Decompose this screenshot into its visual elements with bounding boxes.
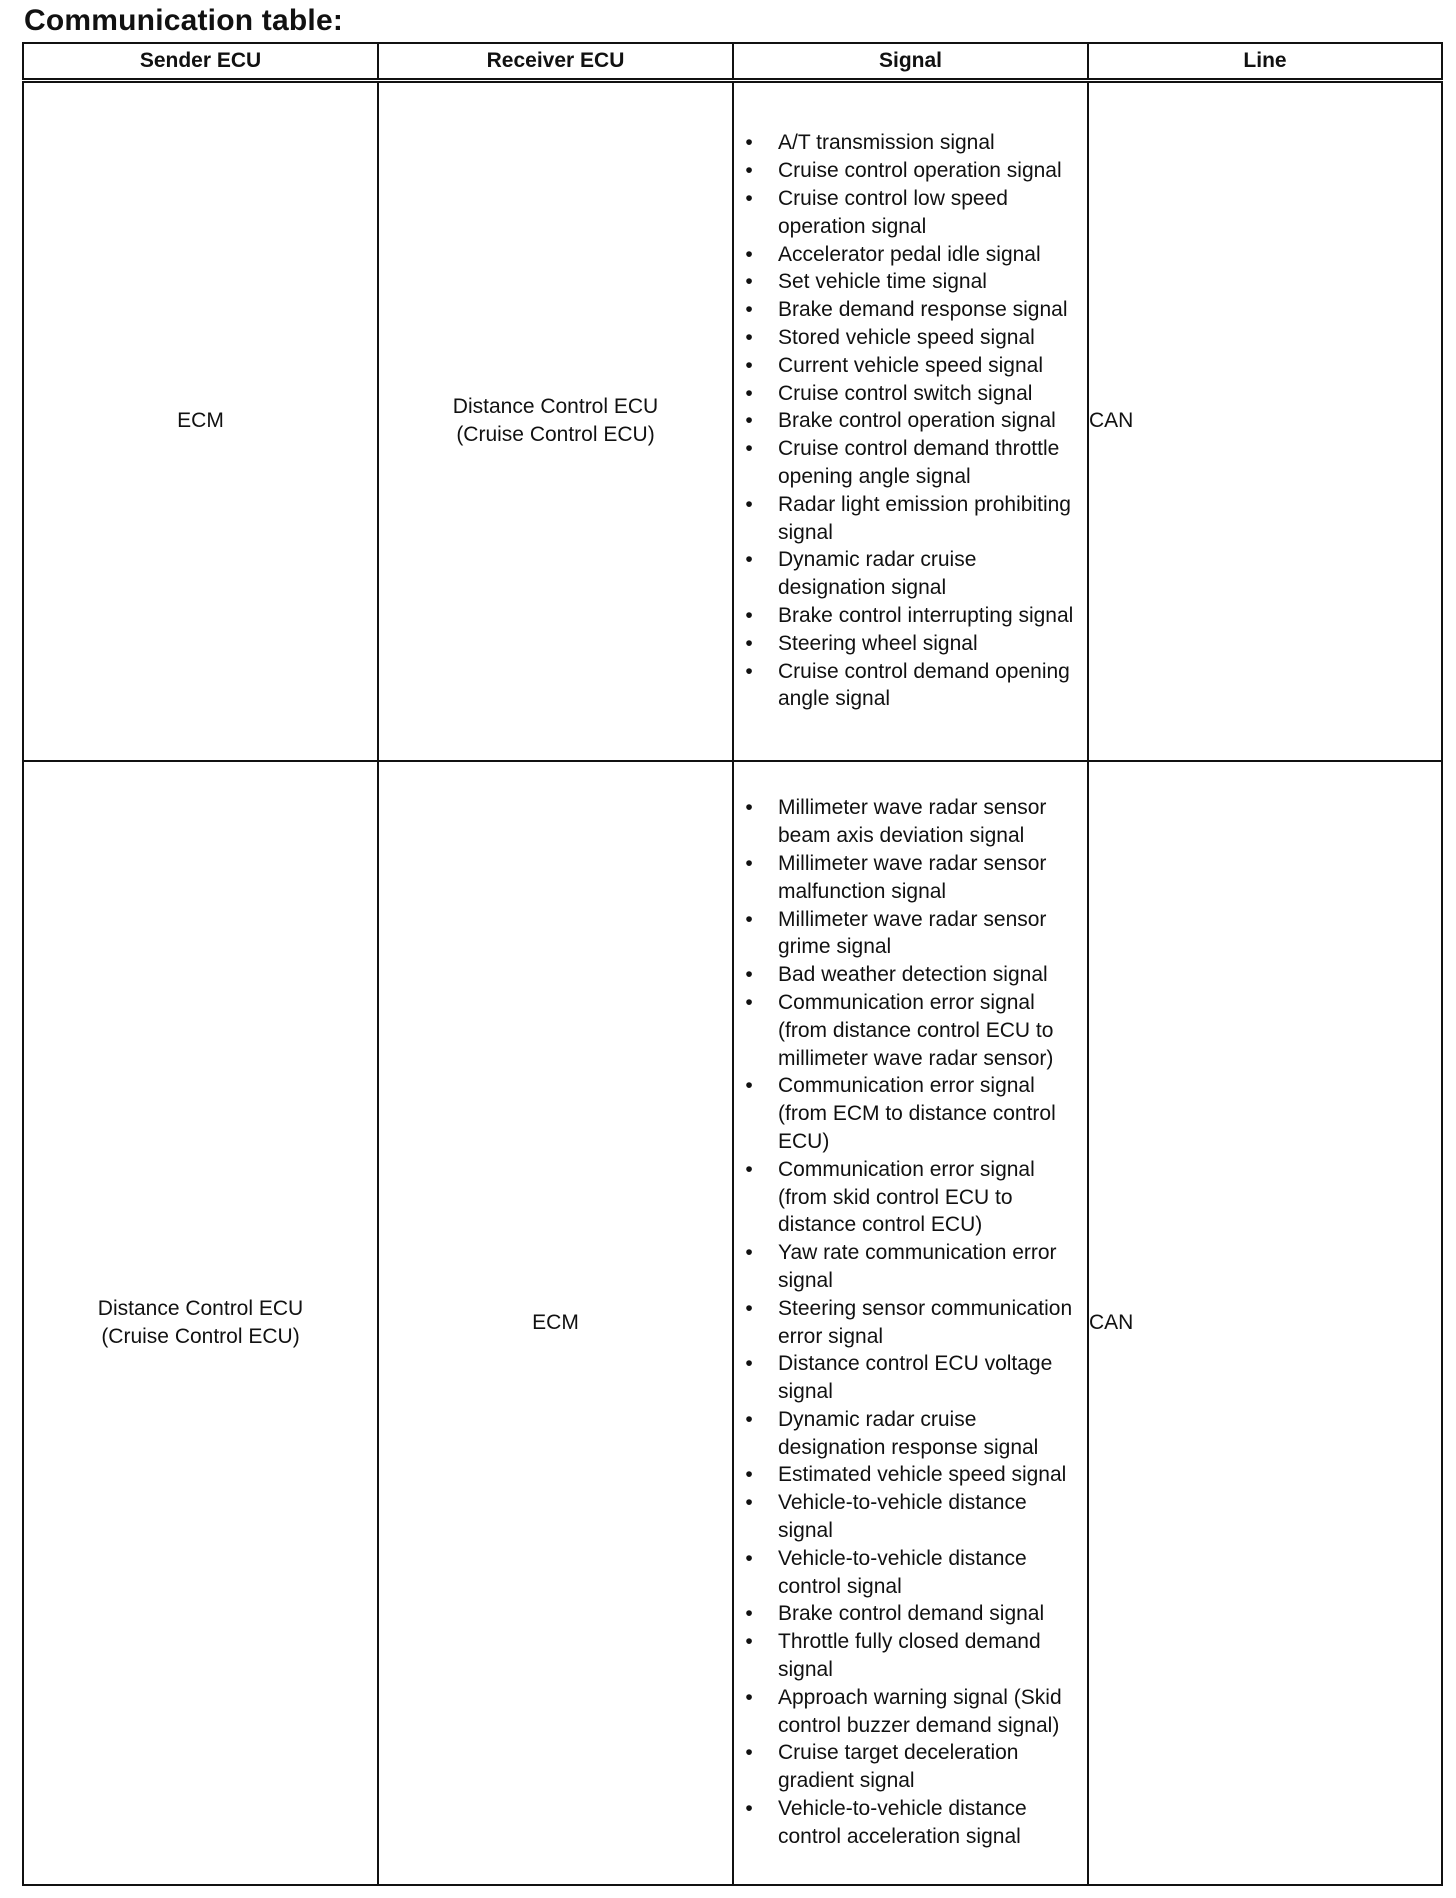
- signal-item: [734, 961, 1087, 989]
- receiver-name: Distance Control ECU: [452, 395, 659, 419]
- signal-item: [734, 1461, 1087, 1489]
- signal-item: [734, 1295, 1087, 1351]
- header-sender-ecu: Sender ECU: [23, 43, 378, 81]
- line-cell: CAN: [1088, 761, 1442, 1885]
- sender-name: Distance Control ECU: [97, 1296, 304, 1320]
- bullet-icon: •: [745, 1797, 753, 1821]
- signal-item: [734, 1739, 1087, 1795]
- bullet-icon: •: [745, 851, 753, 875]
- signal-item: [734, 1350, 1087, 1406]
- bullet-icon: •: [745, 298, 753, 322]
- signal-text: Stored vehicle speed signal: [778, 325, 1035, 349]
- signal-item: [734, 989, 1087, 1072]
- receiver-cell: [378, 81, 733, 761]
- header-receiver-ecu: Receiver ECU: [378, 43, 733, 81]
- signal-text: Millimeter wave radar sensor grime signal: [778, 907, 1047, 959]
- signal-item: [734, 794, 1087, 850]
- signal-item: [734, 1795, 1087, 1851]
- sender-cell: [23, 761, 378, 1885]
- signal-text: Distance control ECU voltage signal: [778, 1352, 1053, 1404]
- bullet-icon: •: [745, 907, 753, 931]
- signal-item: [734, 1600, 1087, 1628]
- signal-text: Radar light emission prohibiting signal: [778, 492, 1071, 544]
- signal-text: Current vehicle speed signal: [778, 353, 1043, 377]
- signal-text: Brake control operation signal: [778, 409, 1056, 433]
- bullet-icon: •: [745, 1463, 753, 1487]
- bullet-icon: •: [745, 631, 753, 655]
- bullet-icon: •: [745, 353, 753, 377]
- signal-text: Cruise control demand throttle opening angle signal: [778, 437, 1060, 488]
- signal-text: Set vehicle time signal: [778, 270, 987, 294]
- bullet-icon: •: [745, 963, 753, 987]
- bullet-icon: •: [745, 437, 753, 461]
- signal-text: Yaw rate communication error signal: [778, 1241, 1057, 1292]
- bullet-icon: •: [745, 242, 753, 266]
- sender-name-alias: (Cruise Control ECU): [101, 1324, 300, 1348]
- header-signal: Signal: [733, 43, 1088, 81]
- signal-text: Throttle fully closed demand signal: [778, 1630, 1041, 1682]
- signal-item: [734, 352, 1087, 380]
- signal-text: Brake demand response signal: [778, 298, 1068, 322]
- signal-item: [734, 407, 1087, 435]
- signal-text: Communication error signal (from ECM to distance control ECU): [778, 1074, 1056, 1153]
- header-line: Line: [1088, 43, 1442, 81]
- bullet-icon: •: [745, 1491, 753, 1515]
- signal-text: Communication error signal (from distance control ECU to millimeter wave radar sensor): [778, 990, 1054, 1070]
- table-row: [23, 761, 1442, 1885]
- signal-item: [734, 546, 1087, 602]
- signal-text: Vehicle-to-vehicle distance signal: [778, 1491, 1027, 1543]
- signal-text: Brake control demand signal: [778, 1602, 1045, 1626]
- signal-text: Cruise target deceleration gradient signal: [778, 1741, 1019, 1793]
- bullet-icon: •: [745, 1602, 753, 1626]
- signal-text: Dynamic radar cruise designation signal: [778, 548, 977, 600]
- signal-item: [734, 435, 1087, 491]
- signal-text: Millimeter wave radar sensor malfunction signal: [778, 851, 1047, 903]
- bullet-icon: •: [745, 131, 753, 155]
- bullet-icon: •: [745, 548, 753, 572]
- signal-text: Bad weather detection signal: [778, 963, 1048, 987]
- bullet-icon: •: [745, 270, 753, 294]
- bullet-icon: •: [745, 1241, 753, 1265]
- bullet-icon: •: [745, 796, 753, 820]
- line-cell: CAN: [1088, 81, 1442, 761]
- signal-text: Millimeter wave radar sensor beam axis deviation signal: [778, 796, 1047, 848]
- receiver-name-alias: (Cruise Control ECU): [456, 423, 655, 447]
- signal-item: [734, 491, 1087, 547]
- signal-item: [734, 850, 1087, 906]
- signal-item: [734, 380, 1087, 408]
- signal-text: Communication error signal (from skid control ECU to distance control ECU): [778, 1157, 1035, 1237]
- bullet-icon: •: [745, 1296, 753, 1320]
- signal-item: [734, 157, 1087, 185]
- signal-item: [734, 129, 1087, 157]
- bullet-icon: •: [745, 1352, 753, 1376]
- signal-item: [734, 324, 1087, 352]
- signal-item: [734, 906, 1087, 962]
- bullet-icon: •: [745, 990, 753, 1014]
- page-title: Communication table:: [24, 4, 344, 37]
- signal-text: Approach warning signal (Skid control buzzer demand signal): [778, 1685, 1062, 1737]
- signal-text: Cruise control demand opening angle signal: [778, 659, 1070, 711]
- signal-item: [734, 268, 1087, 296]
- bullet-icon: •: [745, 492, 753, 516]
- signal-item: [734, 1545, 1087, 1601]
- bullet-icon: •: [745, 1546, 753, 1570]
- bullet-icon: •: [745, 603, 753, 627]
- table-header-row: [23, 43, 1442, 81]
- signal-text: Steering wheel signal: [778, 631, 978, 655]
- signal-item: [734, 1628, 1087, 1684]
- signal-item: [734, 185, 1087, 241]
- bullet-icon: •: [745, 1074, 753, 1098]
- signal-item: [734, 296, 1087, 324]
- receiver-cell: [378, 761, 733, 1885]
- bullet-icon: •: [745, 1630, 753, 1654]
- signal-text: Vehicle-to-vehicle distance control signal: [778, 1546, 1027, 1598]
- signal-item: [734, 1489, 1087, 1545]
- signal-item: [734, 241, 1087, 269]
- signal-item: [734, 1072, 1087, 1155]
- signal-item: [734, 630, 1087, 658]
- sender-cell: [23, 81, 378, 761]
- bullet-icon: •: [745, 659, 753, 683]
- communication-table: [22, 42, 1443, 1886]
- signal-item: [734, 1156, 1087, 1239]
- bullet-icon: •: [745, 1407, 753, 1431]
- signal-text: Estimated vehicle speed signal: [778, 1463, 1067, 1487]
- signal-item: [734, 602, 1087, 630]
- signal-list: [734, 794, 1087, 1850]
- bullet-icon: •: [745, 381, 753, 405]
- signal-text: Accelerator pedal idle signal: [778, 242, 1041, 266]
- signal-text: Vehicle-to-vehicle distance control acceleration signal: [778, 1797, 1027, 1848]
- bullet-icon: •: [745, 1685, 753, 1709]
- bullet-icon: •: [745, 1741, 753, 1765]
- signal-list: [734, 129, 1087, 713]
- bullet-icon: •: [745, 159, 753, 183]
- signal-cell: [733, 761, 1088, 1885]
- signal-item: [734, 1406, 1087, 1462]
- bullet-icon: •: [745, 325, 753, 349]
- signal-item: [734, 1684, 1087, 1740]
- table-row: [23, 81, 1442, 761]
- signal-text: Cruise control switch signal: [778, 381, 1033, 405]
- signal-text: A/T transmission signal: [778, 131, 995, 155]
- signal-cell: [733, 81, 1088, 761]
- signal-text: Cruise control low speed operation signal: [778, 186, 1008, 238]
- signal-item: [734, 658, 1087, 714]
- signal-text: Steering sensor communication error signal: [778, 1296, 1073, 1348]
- sender-name: ECM: [177, 409, 224, 433]
- signal-text: Dynamic radar cruise designation response signal: [778, 1407, 1039, 1459]
- bullet-icon: •: [745, 409, 753, 433]
- receiver-name: ECM: [532, 1310, 579, 1334]
- signal-text: Brake control interrupting signal: [778, 603, 1074, 627]
- signal-item: [734, 1239, 1087, 1295]
- bullet-icon: •: [745, 1157, 753, 1181]
- signal-text: Cruise control operation signal: [778, 159, 1062, 183]
- bullet-icon: •: [745, 186, 753, 210]
